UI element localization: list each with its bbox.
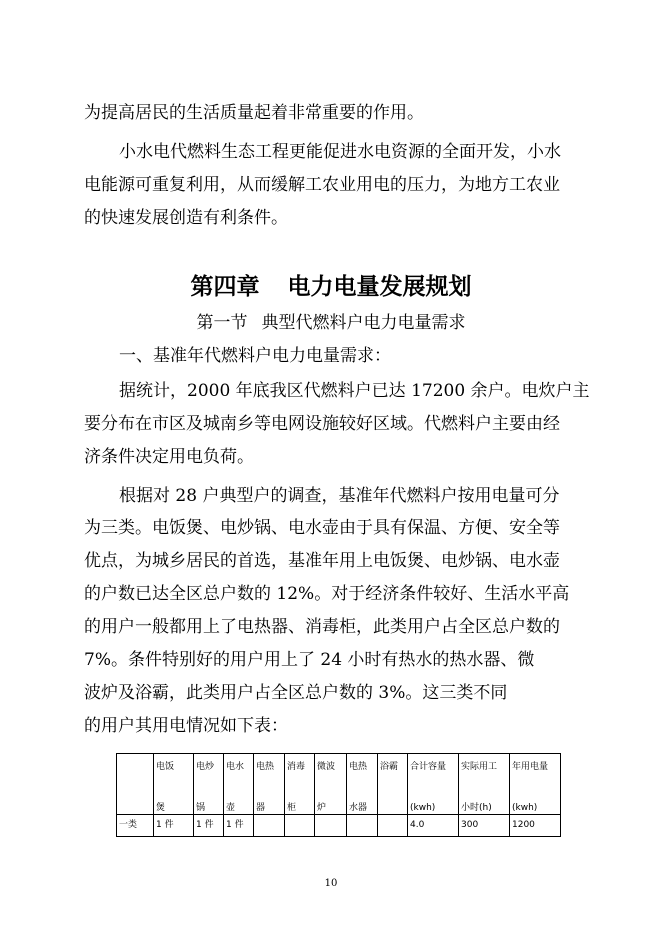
header-cell [117, 754, 154, 815]
paragraph-4-line-7: 波炉及浴霸，此类用户占全区总户数的 3%。这三类不同 [84, 683, 508, 703]
paragraph-4-line-4: 的户数已达全区总户数的 12%。对于经济条件较好、生活水平高 [84, 584, 570, 604]
section-heading [0, 313, 662, 333]
paragraph-3-line-1: 据统计，2000 年底我区代燃料户已达 17200 余户。电炊户主 [119, 381, 590, 401]
paragraph-4-line-3: 优点，为城乡居民的首选，基准年用上电饭煲、电炒锅、电水壶 [84, 551, 560, 571]
paragraph-2-line-3: 的快速发展创造有利条件。 [84, 208, 288, 228]
header-cell: 合计容量 (kwh) [408, 754, 459, 815]
table-cell: 1 件 [224, 815, 254, 837]
paragraph-4-line-2: 为三类。电饭煲、电炒锅、电水壶由于具有保温、方便、安全等 [84, 518, 560, 538]
header-cell: 微波 炉 [315, 754, 347, 815]
header-cell: 电水 壶 [224, 754, 254, 815]
table-cell [347, 815, 378, 837]
table-cell: 1 件 [194, 815, 224, 837]
table-header-row [117, 754, 561, 815]
header-cell: 年用电量 (kwh) [510, 754, 561, 815]
table-cell [315, 815, 347, 837]
paragraph-2-line-1: 小水电代燃料生态工程更能促进水电资源的全面开发，小水 [119, 142, 561, 162]
table-cell [378, 815, 408, 837]
usage-table [116, 753, 561, 837]
paragraph-3-line-2: 要分布在市区及城南乡等电网设施较好区域。代燃料户主要由经 [84, 414, 560, 434]
table-cell: 1 件 [154, 815, 194, 837]
header-cell: 电热 水器 [347, 754, 378, 815]
paragraph-2-line-2: 电能源可重复利用，从而缓解工农业用电的压力，为地方工农业 [84, 175, 560, 195]
chapter-title: 电力电量发展规划 [287, 274, 472, 300]
chapter-heading [0, 274, 662, 300]
paragraph-4-line-5: 的用户一般都用上了电热器、消毒柜，此类用户占全区总户数的 [84, 617, 560, 637]
subsection-heading: 一、基准年代燃料户电力电量需求： [119, 346, 391, 366]
paragraph-4-line-8: 的用户其用电情况如下表： [84, 716, 288, 736]
table-cell [254, 815, 285, 837]
header-cell: 消毒 柜 [285, 754, 315, 815]
table-cell: 4.0 [408, 815, 459, 837]
paragraph-4-line-1: 根据对 28 户典型户的调查，基准年代燃料户按用电量可分 [119, 486, 560, 506]
header-cell: 浴霸 [378, 754, 408, 815]
header-cell: 电饭 煲 [154, 754, 194, 815]
header-cell: 电炒 锅 [194, 754, 224, 815]
section-number: 第一节 [196, 313, 248, 333]
table-cell: 300 [459, 815, 510, 837]
table-row [117, 815, 561, 837]
table-cell [285, 815, 315, 837]
header-cell: 实际用工 小时(h) [459, 754, 510, 815]
page-number: 10 [324, 878, 338, 889]
chapter-number: 第四章 [190, 274, 260, 300]
table-cell: 一类 [117, 815, 154, 837]
paragraph-3-line-3: 济条件决定用电负荷。 [84, 447, 254, 467]
paragraph-1-line: 为提高居民的生活质量起着非常重要的作用。 [84, 103, 424, 123]
section-title: 典型代燃料户电力电量需求 [261, 313, 466, 333]
paragraph-4-line-6: 7%。条件特别好的用户用上了 24 小时有热水的热水器、微 [84, 650, 535, 670]
header-cell: 电热 器 [254, 754, 285, 815]
table-cell: 1200 [510, 815, 561, 837]
